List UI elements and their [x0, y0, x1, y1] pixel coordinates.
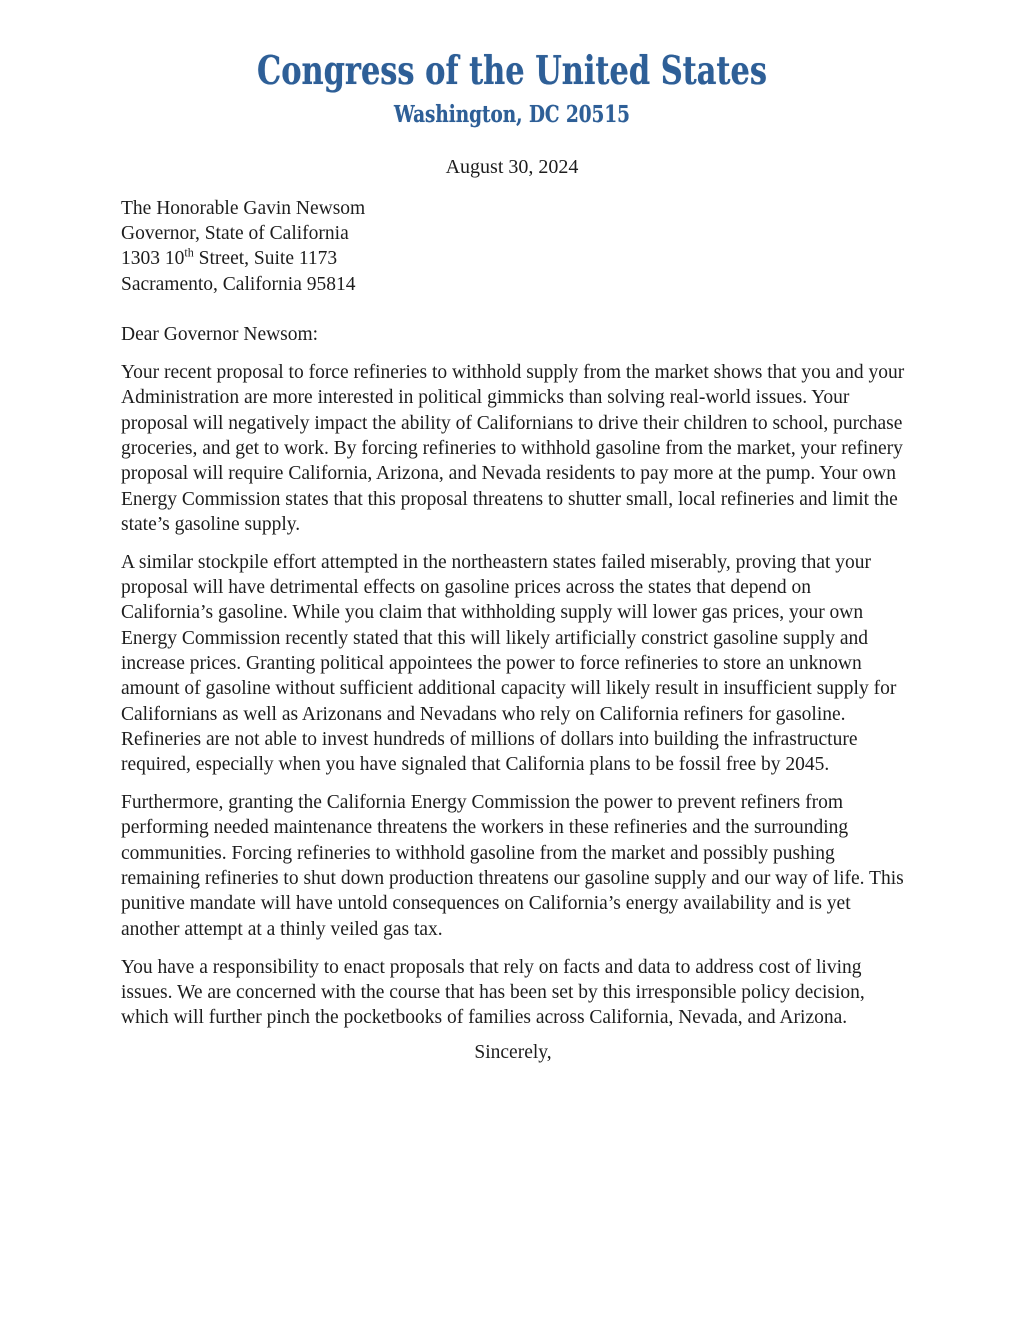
recipient-street [121, 246, 905, 271]
letter-body [121, 196, 905, 1065]
recipient-street-rest: Street, Suite 1173 [193, 248, 338, 270]
body-paragraph-2: A similar stockpile effort attempted in the northeastern states failed miserably, proving that your proposal will have detrimental effects on gasoline prices across the states that depend on California’s gasoline. While you claim that withholding supply will lower gas prices, your own Energy Commission recently stated that this will likely artificially constrict gasoline supply and increase prices. Granting political appointees the power to force refineries to store an unknown amount of gasoline without sufficient additional capacity will likely result in insufficient supply for Californians as well as Arizonans and Nevadans who rely on California refiners for gasoline. Refineries are not able to invest hundreds of millions of dollars into building the infrastructure required, especially when you have signaled that California plans to be fossil free by 2045. [121, 551, 897, 776]
letterhead-subtitle: Washington, DC 20515 [394, 100, 630, 128]
closing-salutation: Sincerely, [474, 1041, 552, 1063]
recipient-street-ordinal-superscript: th [184, 245, 194, 260]
date-line: August 30, 2024 [445, 155, 579, 178]
recipient-title: Governor, State of California [121, 223, 349, 245]
recipient-address [121, 196, 905, 297]
body-paragraph-3: Furthermore, granting the California Energy Commission the power to prevent refiners from performing needed maintenance threatens the workers in these refineries and the surrounding communities. Forcing refineries to withhold gasoline from the market and possibly pushing remaining refineries to shut down production threatens our gasoline supply and our way of life. This punitive mandate will have untold consequences on California’s energy availability and is yet another attempt at a thinly veiled gas tax. [121, 792, 904, 940]
recipient-name: The Honorable Gavin Newsom [121, 197, 366, 219]
recipient-street-number: 1303 10 [121, 248, 185, 270]
body-paragraph-4: You have a responsibility to enact proposals that rely on facts and data to address cost of living issues. We are concerned with the course that has been set by this irresponsible policy decision, which will further pinch the pocketbooks of families across California, Nevada, and Arizona. [121, 956, 865, 1029]
body-paragraph-1: Your recent proposal to force refineries to withhold supply from the market shows that you and your Administration are more interested in political gimmicks than solving real-world issues. Your proposal will negatively impact the ability of Californians to drive their children to school, purchase groceries, and get to work. By forcing refineries to withhold gasoline from the market, your refinery proposal will require California, Arizona, and Nevada residents to pay more at the pump. Your own Energy Commission states that this proposal threatens to shutter small, local refineries and limit the state’s gasoline supply. [121, 362, 905, 535]
recipient-city-state-zip: Sacramento, California 95814 [121, 273, 356, 295]
salutation: Dear Governor Newsom: [121, 324, 319, 346]
letterhead [0, 0, 1024, 128]
letterhead-title: Congress of the United States [257, 48, 767, 94]
